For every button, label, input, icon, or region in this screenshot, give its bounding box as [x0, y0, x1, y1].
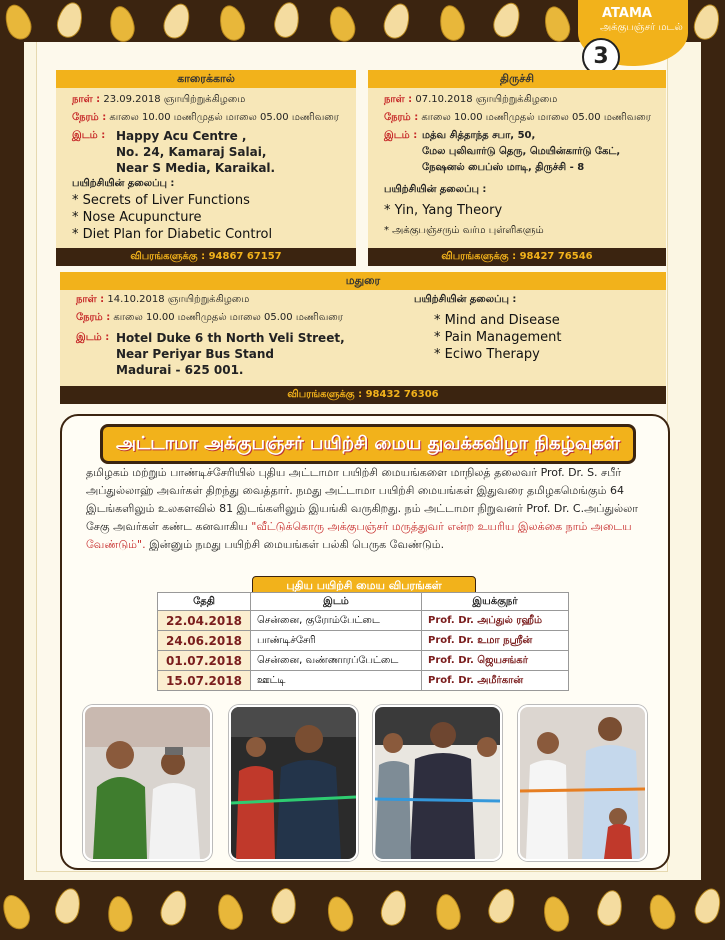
time-label: நேரம் :	[76, 312, 111, 323]
event-photo-ribbon-1	[229, 705, 358, 861]
leaf-icon	[54, 0, 86, 40]
event-photo-ribbon-3	[518, 705, 647, 861]
event-card-trichy	[368, 70, 666, 266]
event-card-madurai	[60, 272, 666, 404]
date-label: நாள் :	[76, 294, 105, 305]
event-venue	[422, 128, 620, 176]
topic-list	[72, 192, 272, 243]
centres-table-title: புதிய பயிற்சி மைய விபரங்கள்	[252, 576, 476, 596]
row-coordinator: Prof. Dr. ஜெயசங்கர்	[422, 651, 569, 671]
row-coordinator: Prof. Dr. அப்துல் ரஹீம்	[422, 611, 569, 631]
topic-label: பயிற்சியின் தலைப்பு :	[72, 178, 175, 189]
topic-item: * Nose Acupuncture	[72, 210, 202, 225]
row-place: பாண்டிச்சேரி	[251, 631, 422, 651]
row-place: சென்னை, குரோம்பேட்டை	[251, 611, 422, 631]
event-venue	[116, 330, 345, 378]
event-photo-garland	[83, 705, 212, 861]
leaf-icon	[52, 886, 84, 927]
leaf-icon	[216, 3, 248, 42]
topic-item: * Secrets of Liver Functions	[72, 193, 250, 208]
page-number: 3	[582, 38, 620, 76]
leaf-icon	[484, 885, 520, 927]
leaf-icon	[214, 892, 246, 933]
venue-line: Happy Acu Centre ,	[116, 129, 247, 143]
leaf-icon	[107, 4, 137, 42]
brand-name: ATAMA	[602, 6, 652, 21]
founder-quote: "வீட்டுக்கொரு அக்குபஞ்சர் மருத்துவர் என்ற உயரிய இலக்கை நாம் அடைய வேண்டும்".	[86, 520, 632, 551]
leaf-icon	[325, 3, 359, 42]
venue-line: நேஷனல் பைப்ஸ் மாடி, திருச்சி - 8	[422, 162, 585, 173]
leaf-icon	[489, 0, 525, 41]
venue-line: Near Periyar Bus Stand	[116, 347, 274, 361]
contact-number: விபரங்களுக்கு : 98432 76306	[60, 386, 666, 404]
topic-list	[384, 202, 544, 239]
row-date: 15.07.2018	[158, 671, 251, 691]
inauguration-title: அட்டாமா அக்குபஞ்சர் பயிற்சி மைய துவக்கவிழா நிகழ்வுகள்	[100, 424, 636, 464]
leaf-icon	[160, 0, 195, 42]
brand-subtitle: அக்குபஞ்சர் மடல்	[600, 22, 683, 33]
bottom-leaf-border	[0, 880, 725, 940]
centres-table	[157, 592, 569, 691]
table-row	[158, 631, 569, 651]
leaf-icon	[1, 1, 36, 42]
inauguration-text	[86, 464, 642, 554]
row-coordinator: Prof. Dr. அமீர்கான்	[422, 671, 569, 691]
venue-line: மேல புலிவார்டு தெரு, மெயின்கார்டு கேட்,	[422, 146, 621, 157]
topic-list	[434, 312, 561, 363]
column-header: இடம்	[251, 593, 422, 611]
venue-label: இடம் :	[76, 332, 110, 343]
event-time: காலை 10.00 மணிமுதல் மாலை 05.00 மணிவரை	[421, 112, 651, 123]
topic-item: * Diet Plan for Diabetic Control	[72, 227, 273, 242]
date-label: நாள் :	[384, 94, 413, 105]
leaf-icon	[541, 3, 574, 42]
topic-label: பயிற்சியின் தலைப்பு :	[414, 294, 517, 305]
venue-line: மத்வ சித்தாந்த சபா, 50,	[422, 130, 536, 141]
topic-item: * Yin, Yang Theory	[384, 203, 503, 218]
page-badge	[578, 0, 688, 69]
leaf-icon	[433, 892, 463, 932]
venue-label: இடம் :	[72, 130, 106, 141]
venue-line: Near S Media, Karaikal.	[116, 161, 276, 175]
time-label: நேரம் :	[384, 112, 419, 123]
row-date: 01.07.2018	[158, 651, 251, 671]
event-venue	[116, 128, 275, 176]
leaf-icon	[106, 895, 135, 934]
event-photo-ribbon-2	[373, 705, 502, 861]
topic-item: * அக்குபஞ்சரும் வர்ம புள்ளிகளும்	[384, 225, 544, 236]
topic-item: * Pain Management	[434, 330, 562, 345]
leaf-icon	[691, 885, 725, 927]
paragraph-text: இன்னும் நமது பயிற்சி மையங்கள் பல்கி பெருக வேண்டும்.	[149, 538, 445, 551]
topic-item: * Eciwo Therapy	[434, 347, 540, 362]
row-date: 22.04.2018	[158, 611, 251, 631]
row-coordinator: Prof. Dr. உமா நஸ்ரீன்	[422, 631, 569, 651]
event-time: காலை 10.00 மணிமுதல் மாலை 05.00 மணிவரை	[113, 312, 343, 323]
event-heading: மதுரை	[60, 272, 666, 290]
leaf-icon	[595, 888, 626, 928]
contact-number: விபரங்களுக்கு : 98427 76546	[368, 248, 666, 266]
venue-line: Madurai - 625 001.	[116, 363, 244, 377]
column-header: இயக்குநர்	[422, 593, 569, 611]
leaf-icon	[0, 891, 34, 934]
row-date: 24.06.2018	[158, 631, 251, 651]
leaf-icon	[691, 1, 724, 42]
leaf-icon	[272, 0, 303, 40]
event-card-karaikal	[56, 70, 356, 266]
event-date: 14.10.2018 ஞாயிற்றுக்கிழமை	[107, 294, 250, 305]
date-label: நாள் :	[72, 94, 101, 105]
event-heading: காரைக்கால்	[56, 70, 356, 88]
leaf-icon	[645, 891, 680, 933]
event-date: 07.10.2018 ஞாயிற்றுக்கிழமை	[415, 94, 558, 105]
event-heading: திருச்சி	[368, 70, 666, 88]
leaf-icon	[323, 893, 357, 935]
event-time: காலை 10.00 மணிமுதல் மாலை 05.00 மணிவரை	[109, 112, 339, 123]
right-border	[701, 0, 725, 940]
row-place: ஊட்டி	[251, 671, 422, 691]
venue-line: Hotel Duke 6 th North Veli Street,	[116, 331, 345, 345]
leaf-icon	[378, 887, 411, 928]
table-header-row	[158, 593, 569, 611]
event-date: 23.09.2018 ஞாயிற்றுக்கிழமை	[103, 94, 246, 105]
leaf-icon	[157, 887, 192, 929]
table-row	[158, 611, 569, 631]
table-row	[158, 671, 569, 691]
leaf-icon	[380, 0, 414, 42]
venue-label: இடம் :	[384, 130, 418, 141]
contact-number: விபரங்களுக்கு : 94867 67157	[56, 248, 356, 266]
topic-label: பயிற்சியின் தலைப்பு :	[384, 184, 487, 195]
paragraph-text: தமிழகம் மற்றும் பாண்டிச்சேரியில் புதிய அட்டாமா பயிற்சி மையங்களை மாநிலத் தலைவர் Prof. Dr. S. சபீர் அப்துல்லாஹ் அவர்கள் திறந்து வைத்தார். நமது அட்டாமா பயிற்சி மையங்கள் இதுவரை தமிழகமெங்கும் 64 இடங்களிலும் உலகளவில் 81 இடங்களிலும் இயங்கி வருகிறது. நம் அட்டாமா நிறுவனர் Prof. Dr. C.அப்துல்லா சேகு அவர்கள் கண்ட கனவாகிய	[86, 466, 639, 533]
table-row	[158, 651, 569, 671]
leaf-icon	[269, 886, 299, 926]
left-border	[0, 0, 24, 940]
leaf-icon	[540, 893, 573, 934]
time-label: நேரம் :	[72, 112, 107, 123]
column-header: தேதி	[158, 593, 251, 611]
venue-line: No. 24, Kamaraj Salai,	[116, 145, 267, 159]
leaf-icon	[437, 3, 468, 42]
row-place: சென்னை, வண்ணாரப்பேட்டை	[251, 651, 422, 671]
topic-item: * Mind and Disease	[434, 313, 560, 328]
